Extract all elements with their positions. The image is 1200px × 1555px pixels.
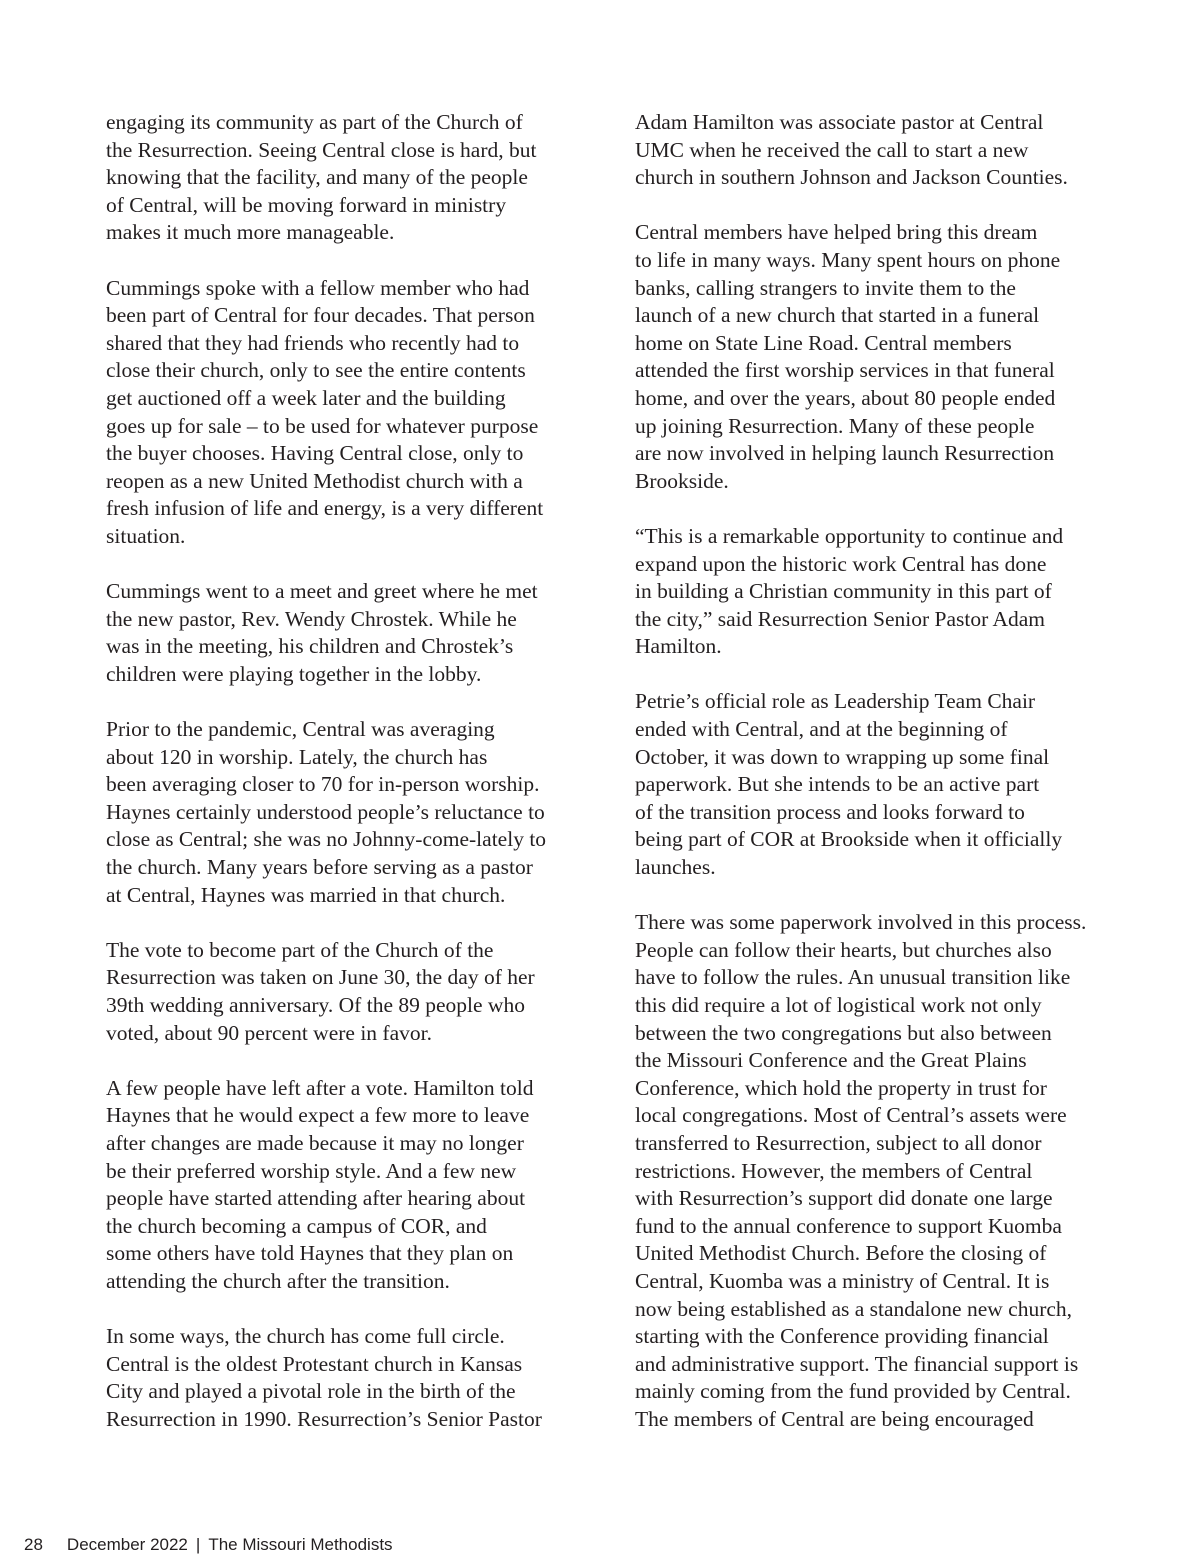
paragraph: In some ways, the church has come full circle. Central is the oldest Protestant church in Kansas City and played a pivotal role in the birth of the Resurrection in 1990. Resurrection’s Senior Pastor bbox=[106, 1324, 542, 1431]
paragraph: Petrie’s official role as Leadership Team Chair ended with Central, and at the beginning of October, it was down to wrapping up some final paperwork. But she intends to be an active part of the transition process and looks forward to being part of COR at Brookside when it officially launches. bbox=[635, 689, 1063, 880]
paragraph: The vote to become part of the Church of the Resurrection was taken on June 30, the day of her 39th wedding anniversary. Of the 89 people who voted, about 90 percent were in favor. bbox=[106, 937, 535, 1045]
right-column bbox=[635, 109, 1105, 1461]
paragraph: Cummings spoke with a fellow member who had been part of Central for four decades. That person shared that they had friends who recently had to close their church, only to see the entire contents get auctioned off a week later and the building goes up for sale – to be used for whatever purpose the buyer chooses. Having Central close, only to reopen as a new United Methodist church with a fresh infusion of life and energy, is a very different situation. bbox=[106, 275, 544, 548]
paragraph: engaging its community as part of the Church of the Resurrection. Seeing Central close is hard, but knowing that the facility, and many of the people of Central, will be moving forward in ministry makes it much more manageable. bbox=[106, 110, 537, 245]
paragraph: There was some paperwork involved in this process. People can follow their hearts, but churches also have to follow the rules. An unusual transition like this did require a lot of logistical work not only between the two congregations but also between the Missouri Conference and the Great Plains Conference, which hold the property in trust for local congregations. Most of Central’s assets were transferred to Resurrection, subject to all donor restrictions. However, the members of Central with Resurrection’s support did donate one large fund to the annual conference to support Kuomba United Methodist Church. Before the closing of Central, Kuomba was a ministry of Central. It is now being established as a standalone new church, starting with the Conference providing financial and administrative support. The financial support is mainly coming from the fund provided by Central. The members of Central are being encouraged bbox=[635, 910, 1087, 1431]
left-column bbox=[106, 109, 566, 1461]
paragraph: Cummings went to a meet and greet where he met the new pastor, Rev. Wendy Chrostek. While he was in the meeting, his children and Chrostek’s children were playing together in the lobby. bbox=[106, 579, 538, 686]
paragraph: Adam Hamilton was associate pastor at Central UMC when he received the call to start a new church in southern Johnson and Jackson Counties. bbox=[635, 110, 1068, 190]
paragraph: “This is a remarkable opportunity to continue and expand upon the historic work Central has done in building a Christian community in this part of the city,” said Resurrection Senior Pastor Adam Hamilton. bbox=[635, 523, 1064, 659]
issue-date: December 2022 bbox=[66, 1535, 188, 1554]
paragraph: Central members have helped bring this dream to life in many ways. Many spent hours on phone banks, calling strangers to invite them to the launch of a new church that started in a funeral home on State Line Road. Central members attended the first worship services in that funeral home, and over the years, about 80 people ended up joining Resurrection. Many of these people are now involved in helping launch Resurrection Brookside. bbox=[635, 220, 1061, 493]
page-footer bbox=[24, 1535, 393, 1555]
paragraph: A few people have left after a vote. Hamilton told Haynes that he would expect a few more to leave after changes are made because it may no longer be their preferred worship style. And a few new people have started attending after hearing about the church becoming a campus of COR, and some others have told Haynes that they plan on attending the church after the transition. bbox=[106, 1075, 534, 1293]
paragraph: Prior to the pandemic, Central was averaging about 120 in worship. Lately, the church has been averaging closer to 70 for in-person worship. Haynes certainly understood people’s reluctance to close as Central; she was no Johnny-come-lately to the church. Many years before serving as a pastor at Central, Haynes was married in that church. bbox=[106, 717, 547, 907]
page-number: 28 bbox=[24, 1535, 43, 1554]
footer-separator: | bbox=[195, 1535, 201, 1554]
publication-name: The Missouri Methodists bbox=[208, 1535, 393, 1554]
